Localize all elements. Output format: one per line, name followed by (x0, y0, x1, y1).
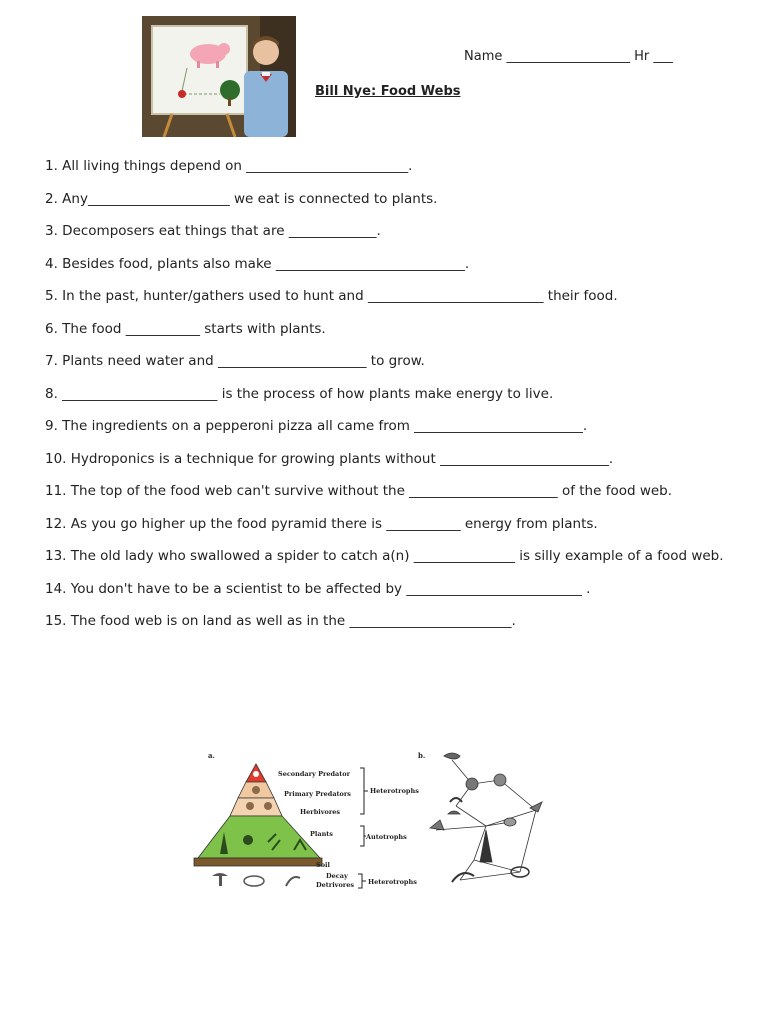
presenter-photo-illustration (142, 16, 296, 137)
question-12: 12. As you go higher up the food pyramid there is ___________ energy from plants. (45, 515, 598, 532)
question-3: 3. Decomposers eat things that are _____________. (45, 223, 381, 239)
level-label-plants: Plants (310, 830, 333, 838)
food-web-network (430, 753, 542, 882)
level-label-secondary-predator: Secondary Predator (278, 770, 351, 778)
level-label-detrivores: Detrivores (316, 881, 355, 889)
decomposer-icons (212, 873, 300, 886)
question-15: 15. The food web is on land as well as in the ________________________. (45, 613, 516, 629)
worksheet-title: Bill Nye: Food Webs (315, 84, 461, 99)
question-14: 14. You don't have to be a scientist to be affected by __________________________ . (45, 580, 591, 597)
diagram-label-b: b. (418, 751, 426, 760)
question-9: 9. The ingredients on a pepperoni pizza all came from _________________________. (45, 418, 588, 434)
level-label-herbivores: Herbivores (300, 808, 341, 816)
level-label-decay: Decay (326, 872, 348, 880)
question-6: 6. The food ___________ starts with plants. (45, 320, 326, 337)
question-8: 8. _______________________ is the process of how plants make energy to live. (45, 385, 554, 402)
header-photo (142, 16, 296, 137)
question-13: 13. The old lady who swallowed a spider to catch a(n) _______________ is silly example of a food web. (45, 548, 724, 564)
question-7: 7. Plants need water and ______________________ to grow. (45, 353, 425, 369)
food-web-illustration (190, 742, 580, 900)
question-1: 1. All living things depend on ________________________. (45, 158, 413, 174)
level-label-primary-predators: Primary Predators (284, 790, 351, 798)
question-4: 4. Besides food, plants also make ____________________________. (45, 255, 470, 272)
group-label-heterotrophs-bottom: Heterotrophs (368, 878, 417, 886)
food-web-diagram (190, 742, 580, 900)
question-2: 2. Any_____________________ we eat is connected to plants. (45, 190, 438, 207)
group-label-heterotrophs-top: Heterotrophs (370, 787, 419, 795)
group-label-autotrophs: Autotrophs (366, 833, 407, 841)
question-11: 11. The top of the food web can't survive without the ______________________ of the food web. (45, 483, 673, 499)
question-list (45, 150, 735, 638)
level-label-soil: Soil (316, 861, 330, 869)
diagram-label-a: a. (208, 751, 215, 760)
question-5: 5. In the past, hunter/gathers used to hunt and __________________________ their food. (45, 288, 618, 304)
name-hour-line: Name ___________________ Hr ___ (464, 49, 673, 64)
question-10: 10. Hydroponics is a technique for growing plants without _________________________. (45, 450, 614, 467)
